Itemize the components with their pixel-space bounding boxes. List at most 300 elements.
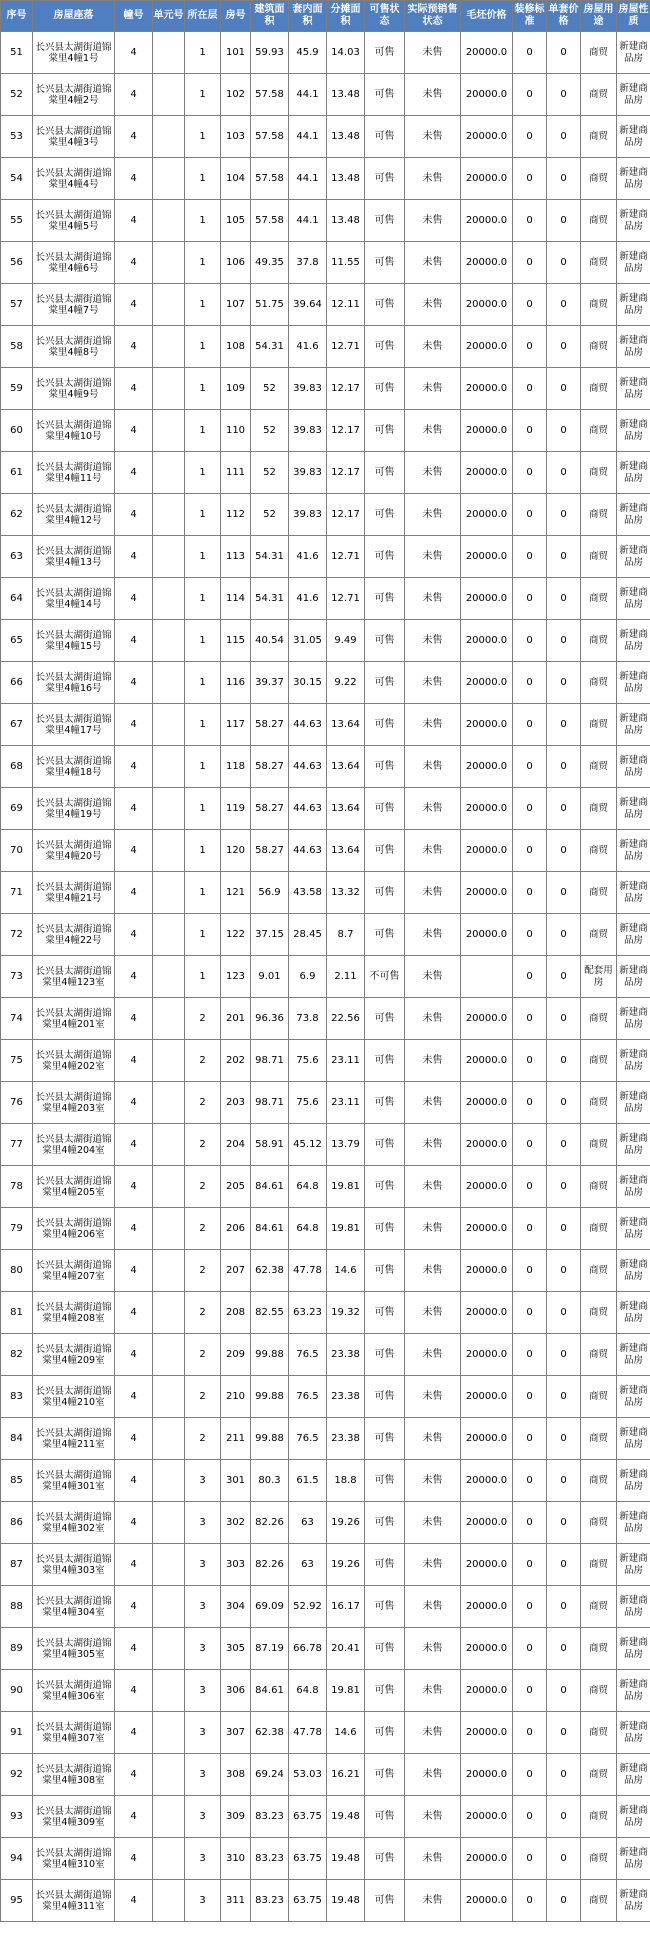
cell-area: 83.23 (251, 1838, 289, 1880)
cell-use: 商贸 (581, 452, 617, 494)
cell-decoration: 0 (513, 32, 547, 74)
cell-room: 309 (221, 1796, 251, 1838)
cell-area: 83.23 (251, 1796, 289, 1838)
cell-sale-status: 可售 (365, 1208, 405, 1250)
cell-unit (153, 536, 185, 578)
cell-inner-area: 39.83 (289, 368, 327, 410)
cell-building: 4 (115, 1082, 153, 1124)
cell-shared-area: 13.48 (327, 158, 365, 200)
table-row (1, 1124, 650, 1166)
cell-decoration: 0 (513, 872, 547, 914)
cell-no: 90 (1, 1670, 33, 1712)
cell-decoration: 0 (513, 662, 547, 704)
cell-price: 20000.0 (461, 1502, 513, 1544)
cell-unit-price: 0 (547, 704, 581, 746)
cell-actual-status: 未售 (405, 1586, 461, 1628)
cell-price: 20000.0 (461, 578, 513, 620)
cell-use: 商贸 (581, 326, 617, 368)
cell-decoration: 0 (513, 1670, 547, 1712)
cell-inner-area: 41.6 (289, 326, 327, 368)
cell-actual-status: 未售 (405, 32, 461, 74)
cell-inner-area: 45.12 (289, 1124, 327, 1166)
cell-shared-area: 13.64 (327, 830, 365, 872)
cell-no: 57 (1, 284, 33, 326)
header-floor: 所在层 (185, 1, 221, 32)
cell-nature: 新建商品房 (617, 32, 650, 74)
cell-room: 304 (221, 1586, 251, 1628)
cell-area: 62.38 (251, 1250, 289, 1292)
table-row (1, 872, 650, 914)
cell-unit-price: 0 (547, 536, 581, 578)
cell-shared-area: 9.22 (327, 662, 365, 704)
cell-use: 商贸 (581, 200, 617, 242)
cell-price: 20000.0 (461, 788, 513, 830)
cell-unit (153, 998, 185, 1040)
cell-building: 4 (115, 32, 153, 74)
cell-use: 商贸 (581, 662, 617, 704)
cell-shared-area: 23.38 (327, 1376, 365, 1418)
cell-building: 4 (115, 1334, 153, 1376)
cell-address: 长兴县太湖街道锦棠里4幢308室 (33, 1754, 115, 1796)
cell-shared-area: 13.48 (327, 116, 365, 158)
cell-shared-area: 12.17 (327, 452, 365, 494)
cell-floor: 2 (185, 1082, 221, 1124)
cell-building: 4 (115, 1208, 153, 1250)
cell-decoration: 0 (513, 1292, 547, 1334)
cell-use: 商贸 (581, 620, 617, 662)
cell-unit (153, 1334, 185, 1376)
cell-room: 306 (221, 1670, 251, 1712)
cell-address: 长兴县太湖街道锦棠里4幢8号 (33, 326, 115, 368)
cell-sale-status: 可售 (365, 914, 405, 956)
cell-unit-price: 0 (547, 1292, 581, 1334)
cell-actual-status: 未售 (405, 1880, 461, 1922)
cell-use: 商贸 (581, 32, 617, 74)
cell-no: 74 (1, 998, 33, 1040)
cell-area: 99.88 (251, 1334, 289, 1376)
cell-price: 20000.0 (461, 1376, 513, 1418)
cell-sale-status: 可售 (365, 1754, 405, 1796)
cell-unit (153, 284, 185, 326)
cell-shared-area: 12.71 (327, 326, 365, 368)
cell-nature: 新建商品房 (617, 620, 650, 662)
cell-use: 商贸 (581, 1250, 617, 1292)
table-row (1, 704, 650, 746)
cell-building: 4 (115, 1628, 153, 1670)
cell-address: 长兴县太湖街道锦棠里4幢10号 (33, 410, 115, 452)
table-row (1, 368, 650, 410)
cell-actual-status: 未售 (405, 872, 461, 914)
cell-room: 111 (221, 452, 251, 494)
cell-room: 117 (221, 704, 251, 746)
cell-area: 59.93 (251, 32, 289, 74)
cell-unit (153, 1124, 185, 1166)
cell-area: 39.37 (251, 662, 289, 704)
cell-address: 长兴县太湖街道锦棠里4幢21号 (33, 872, 115, 914)
table-row (1, 662, 650, 704)
cell-shared-area: 8.7 (327, 914, 365, 956)
cell-no: 62 (1, 494, 33, 536)
cell-actual-status: 未售 (405, 116, 461, 158)
cell-address: 长兴县太湖街道锦棠里4幢210室 (33, 1376, 115, 1418)
cell-no: 93 (1, 1796, 33, 1838)
cell-shared-area: 13.79 (327, 1124, 365, 1166)
cell-sale-status: 可售 (365, 200, 405, 242)
cell-floor: 1 (185, 158, 221, 200)
cell-address: 长兴县太湖街道锦棠里4幢14号 (33, 578, 115, 620)
cell-nature: 新建商品房 (617, 1838, 650, 1880)
table-row (1, 1376, 650, 1418)
cell-unit-price: 0 (547, 998, 581, 1040)
cell-floor: 1 (185, 326, 221, 368)
cell-price: 20000.0 (461, 1166, 513, 1208)
cell-actual-status: 未售 (405, 326, 461, 368)
cell-unit-price: 0 (547, 1124, 581, 1166)
cell-nature: 新建商品房 (617, 578, 650, 620)
cell-no: 83 (1, 1376, 33, 1418)
cell-unit (153, 1460, 185, 1502)
cell-room: 305 (221, 1628, 251, 1670)
cell-address: 长兴县太湖街道锦棠里4幢201室 (33, 998, 115, 1040)
cell-unit-price: 0 (547, 578, 581, 620)
cell-unit (153, 494, 185, 536)
cell-unit-price: 0 (547, 1754, 581, 1796)
cell-shared-area: 13.64 (327, 746, 365, 788)
cell-sale-status: 可售 (365, 620, 405, 662)
cell-shared-area: 19.81 (327, 1670, 365, 1712)
cell-price: 20000.0 (461, 242, 513, 284)
table-row (1, 1250, 650, 1292)
cell-decoration: 0 (513, 830, 547, 872)
cell-room: 101 (221, 32, 251, 74)
cell-no: 71 (1, 872, 33, 914)
cell-actual-status: 未售 (405, 284, 461, 326)
cell-area: 54.31 (251, 578, 289, 620)
cell-room: 116 (221, 662, 251, 704)
cell-building: 4 (115, 704, 153, 746)
cell-room: 206 (221, 1208, 251, 1250)
cell-inner-area: 6.9 (289, 956, 327, 998)
table-row (1, 1502, 650, 1544)
table-row (1, 1166, 650, 1208)
cell-actual-status: 未售 (405, 746, 461, 788)
cell-shared-area: 14.6 (327, 1250, 365, 1292)
cell-sale-status: 可售 (365, 1460, 405, 1502)
cell-price: 20000.0 (461, 158, 513, 200)
cell-decoration: 0 (513, 116, 547, 158)
cell-actual-status: 未售 (405, 368, 461, 410)
cell-nature: 新建商品房 (617, 1040, 650, 1082)
cell-address: 长兴县太湖街道锦棠里4幢19号 (33, 788, 115, 830)
cell-floor: 1 (185, 830, 221, 872)
table-row (1, 494, 650, 536)
cell-address: 长兴县太湖街道锦棠里4幢206室 (33, 1208, 115, 1250)
cell-room: 202 (221, 1040, 251, 1082)
cell-inner-area: 44.63 (289, 704, 327, 746)
cell-sale-status: 可售 (365, 284, 405, 326)
cell-sale-status: 可售 (365, 116, 405, 158)
cell-use: 商贸 (581, 74, 617, 116)
cell-building: 4 (115, 536, 153, 578)
cell-actual-status: 未售 (405, 1334, 461, 1376)
cell-shared-area: 19.32 (327, 1292, 365, 1334)
cell-price: 20000.0 (461, 1712, 513, 1754)
cell-nature: 新建商品房 (617, 1670, 650, 1712)
cell-address: 长兴县太湖街道锦棠里4幢309室 (33, 1796, 115, 1838)
cell-sale-status: 可售 (365, 536, 405, 578)
cell-inner-area: 75.6 (289, 1040, 327, 1082)
cell-no: 73 (1, 956, 33, 998)
cell-unit-price: 0 (547, 284, 581, 326)
header-decoration: 装修标准 (513, 1, 547, 32)
cell-room: 109 (221, 368, 251, 410)
cell-building: 4 (115, 1166, 153, 1208)
table-row (1, 1460, 650, 1502)
cell-floor: 2 (185, 1250, 221, 1292)
cell-nature: 新建商品房 (617, 368, 650, 410)
cell-building: 4 (115, 872, 153, 914)
cell-floor: 3 (185, 1544, 221, 1586)
cell-no: 60 (1, 410, 33, 452)
cell-address: 长兴县太湖街道锦棠里4幢207室 (33, 1250, 115, 1292)
cell-decoration: 0 (513, 1418, 547, 1460)
cell-price: 20000.0 (461, 704, 513, 746)
cell-address: 长兴县太湖街道锦棠里4幢205室 (33, 1166, 115, 1208)
cell-floor: 1 (185, 536, 221, 578)
cell-inner-area: 63 (289, 1544, 327, 1586)
cell-floor: 2 (185, 1376, 221, 1418)
table-row (1, 998, 650, 1040)
cell-actual-status: 未售 (405, 1292, 461, 1334)
cell-actual-status: 未售 (405, 1040, 461, 1082)
cell-room: 112 (221, 494, 251, 536)
cell-inner-area: 39.64 (289, 284, 327, 326)
header-inner-area: 套内面积 (289, 1, 327, 32)
cell-unit (153, 1544, 185, 1586)
cell-room: 303 (221, 1544, 251, 1586)
cell-decoration: 0 (513, 1082, 547, 1124)
cell-inner-area: 76.5 (289, 1376, 327, 1418)
cell-unit-price: 0 (547, 1628, 581, 1670)
cell-nature: 新建商品房 (617, 1250, 650, 1292)
cell-unit-price: 0 (547, 32, 581, 74)
cell-area: 98.71 (251, 1082, 289, 1124)
table-row (1, 1628, 650, 1670)
cell-price: 20000.0 (461, 1586, 513, 1628)
cell-address: 长兴县太湖街道锦棠里4幢17号 (33, 704, 115, 746)
cell-shared-area: 12.17 (327, 368, 365, 410)
cell-decoration: 0 (513, 620, 547, 662)
cell-shared-area: 13.32 (327, 872, 365, 914)
cell-use: 商贸 (581, 284, 617, 326)
header-building: 幢号 (115, 1, 153, 32)
cell-unit-price: 0 (547, 662, 581, 704)
cell-shared-area: 22.56 (327, 998, 365, 1040)
cell-inner-area: 44.63 (289, 746, 327, 788)
cell-floor: 1 (185, 452, 221, 494)
cell-price: 20000.0 (461, 914, 513, 956)
cell-unit-price: 0 (547, 1082, 581, 1124)
cell-use: 商贸 (581, 1418, 617, 1460)
cell-address: 长兴县太湖街道锦棠里4幢310室 (33, 1838, 115, 1880)
cell-price: 20000.0 (461, 1292, 513, 1334)
cell-unit (153, 1250, 185, 1292)
cell-shared-area: 2.11 (327, 956, 365, 998)
cell-inner-area: 76.5 (289, 1334, 327, 1376)
table-row (1, 158, 650, 200)
cell-decoration: 0 (513, 1208, 547, 1250)
cell-address: 长兴县太湖街道锦棠里4幢211室 (33, 1418, 115, 1460)
cell-building: 4 (115, 1586, 153, 1628)
cell-address: 长兴县太湖街道锦棠里4幢301室 (33, 1460, 115, 1502)
cell-use: 商贸 (581, 746, 617, 788)
cell-use: 商贸 (581, 494, 617, 536)
cell-sale-status: 可售 (365, 1376, 405, 1418)
cell-room: 301 (221, 1460, 251, 1502)
cell-use: 商贸 (581, 1334, 617, 1376)
cell-floor: 1 (185, 284, 221, 326)
cell-price: 20000.0 (461, 326, 513, 368)
cell-inner-area: 44.63 (289, 830, 327, 872)
cell-use: 商贸 (581, 1670, 617, 1712)
cell-inner-area: 44.63 (289, 788, 327, 830)
cell-unit-price: 0 (547, 368, 581, 410)
cell-floor: 1 (185, 74, 221, 116)
cell-room: 211 (221, 1418, 251, 1460)
cell-actual-status: 未售 (405, 200, 461, 242)
cell-actual-status: 未售 (405, 74, 461, 116)
cell-use: 商贸 (581, 1502, 617, 1544)
cell-room: 118 (221, 746, 251, 788)
cell-unit (153, 1796, 185, 1838)
cell-decoration: 0 (513, 704, 547, 746)
cell-nature: 新建商品房 (617, 1082, 650, 1124)
cell-decoration: 0 (513, 1460, 547, 1502)
cell-actual-status: 未售 (405, 830, 461, 872)
cell-area: 37.15 (251, 914, 289, 956)
cell-actual-status: 未售 (405, 1838, 461, 1880)
cell-price: 20000.0 (461, 620, 513, 662)
cell-no: 64 (1, 578, 33, 620)
cell-sale-status: 可售 (365, 242, 405, 284)
cell-use: 配套用房 (581, 956, 617, 998)
cell-inner-area: 30.15 (289, 662, 327, 704)
table-header (1, 1, 650, 32)
cell-decoration: 0 (513, 998, 547, 1040)
cell-shared-area: 12.71 (327, 578, 365, 620)
cell-floor: 2 (185, 1208, 221, 1250)
cell-area: 56.9 (251, 872, 289, 914)
cell-actual-status: 未售 (405, 1460, 461, 1502)
cell-no: 80 (1, 1250, 33, 1292)
cell-room: 114 (221, 578, 251, 620)
cell-area: 96.36 (251, 998, 289, 1040)
cell-shared-area: 23.11 (327, 1040, 365, 1082)
cell-building: 4 (115, 578, 153, 620)
cell-address: 长兴县太湖街道锦棠里4幢11号 (33, 452, 115, 494)
cell-sale-status: 可售 (365, 1838, 405, 1880)
cell-no: 72 (1, 914, 33, 956)
cell-unit-price: 0 (547, 1208, 581, 1250)
cell-nature: 新建商品房 (617, 662, 650, 704)
cell-address: 长兴县太湖街道锦棠里4幢307室 (33, 1712, 115, 1754)
cell-decoration: 0 (513, 1040, 547, 1082)
cell-no: 82 (1, 1334, 33, 1376)
cell-building: 4 (115, 242, 153, 284)
cell-inner-area: 43.58 (289, 872, 327, 914)
cell-no: 65 (1, 620, 33, 662)
cell-actual-status: 未售 (405, 1670, 461, 1712)
cell-room: 105 (221, 200, 251, 242)
cell-address: 长兴县太湖街道锦棠里4幢209室 (33, 1334, 115, 1376)
cell-no: 75 (1, 1040, 33, 1082)
cell-decoration: 0 (513, 1250, 547, 1292)
cell-unit (153, 956, 185, 998)
cell-nature: 新建商品房 (617, 1334, 650, 1376)
cell-unit-price: 0 (547, 1250, 581, 1292)
cell-floor: 1 (185, 410, 221, 452)
cell-actual-status: 未售 (405, 998, 461, 1040)
cell-sale-status: 可售 (365, 74, 405, 116)
cell-address: 长兴县太湖街道锦棠里4幢20号 (33, 830, 115, 872)
cell-use: 商贸 (581, 536, 617, 578)
cell-address: 长兴县太湖街道锦棠里4幢304室 (33, 1586, 115, 1628)
cell-shared-area: 13.48 (327, 74, 365, 116)
table-row (1, 116, 650, 158)
cell-shared-area: 19.26 (327, 1502, 365, 1544)
cell-nature: 新建商品房 (617, 1460, 650, 1502)
cell-price: 20000.0 (461, 1460, 513, 1502)
cell-use: 商贸 (581, 872, 617, 914)
cell-actual-status: 未售 (405, 956, 461, 998)
cell-floor: 1 (185, 578, 221, 620)
cell-address: 长兴县太湖街道锦棠里4幢15号 (33, 620, 115, 662)
cell-no: 92 (1, 1754, 33, 1796)
cell-use: 商贸 (581, 704, 617, 746)
cell-address: 长兴县太湖街道锦棠里4幢13号 (33, 536, 115, 578)
cell-area: 58.27 (251, 830, 289, 872)
cell-area: 84.61 (251, 1166, 289, 1208)
cell-building: 4 (115, 746, 153, 788)
cell-address: 长兴县太湖街道锦棠里4幢16号 (33, 662, 115, 704)
cell-room: 102 (221, 74, 251, 116)
cell-nature: 新建商品房 (617, 1712, 650, 1754)
cell-no: 81 (1, 1292, 33, 1334)
header-sale-status: 可售状态 (365, 1, 405, 32)
cell-unit-price: 0 (547, 872, 581, 914)
cell-sale-status: 可售 (365, 662, 405, 704)
cell-address: 长兴县太湖街道锦棠里4幢208室 (33, 1292, 115, 1334)
header-address: 房屋座落 (33, 1, 115, 32)
cell-no: 70 (1, 830, 33, 872)
cell-price: 20000.0 (461, 536, 513, 578)
cell-building: 4 (115, 1544, 153, 1586)
cell-inner-area: 39.83 (289, 494, 327, 536)
cell-room: 307 (221, 1712, 251, 1754)
cell-no: 76 (1, 1082, 33, 1124)
cell-price: 20000.0 (461, 746, 513, 788)
cell-inner-area: 31.05 (289, 620, 327, 662)
cell-address: 长兴县太湖街道锦棠里4幢203室 (33, 1082, 115, 1124)
table-row (1, 1670, 650, 1712)
cell-use: 商贸 (581, 1838, 617, 1880)
cell-building: 4 (115, 158, 153, 200)
cell-shared-area: 23.11 (327, 1082, 365, 1124)
cell-area: 98.71 (251, 1040, 289, 1082)
cell-inner-area: 73.8 (289, 998, 327, 1040)
cell-address: 长兴县太湖街道锦棠里4幢7号 (33, 284, 115, 326)
cell-sale-status: 可售 (365, 788, 405, 830)
